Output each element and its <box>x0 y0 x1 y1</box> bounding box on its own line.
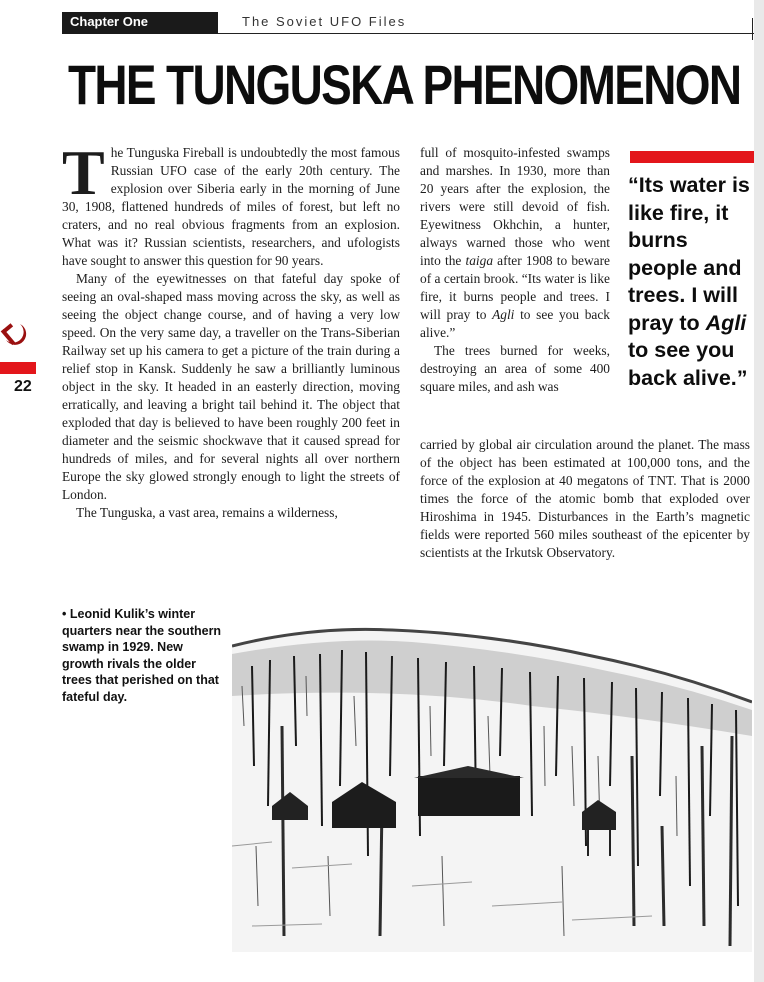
series-title: The Soviet UFO Files <box>242 14 407 29</box>
taiga-term: taiga <box>465 253 494 268</box>
pull-quote-text-a: “Its water is like fire, it burns people and trees. I will pray to <box>628 173 750 335</box>
photo-caption <box>62 606 222 705</box>
page-edge <box>754 0 764 982</box>
header-tick <box>752 18 753 40</box>
body-column-2-bottom <box>420 436 750 562</box>
body-column-2-top <box>420 144 610 396</box>
paragraph-1 <box>62 137 400 270</box>
pull-quote <box>628 172 756 392</box>
paragraph-4-text-b: after 1908 to beware of a certain brook. “Its water is like fire, it burns people and trees. I will pray to <box>420 253 610 322</box>
page-marker-bar <box>0 362 36 374</box>
caption-bullet: • <box>62 607 67 621</box>
paragraph-2: Many of the eyewitnesses on that fateful day spoke of seeing an oval-shaped mass moving across the sky, as well as seeing the object change course, and of having a very low speed. On the very same day, a traveller on the Trans-Siberian Railway set up his camera to get a picture of the train during a relief stop in Kansk. Suddenly he saw a brilliantly luminous object in the sky. It headed in an easterly direction, moving erratically, and leaving a bright tail behind it. The object that exploded that day is believed to have been roughly 200 feet in diameter and the seismic shockwave that it caused spread for hundreds of miles, and for several nights all over northern Europe the sky glowed strongly enough to light the streets of London. <box>62 271 400 502</box>
paragraph-4-text-c: to see you back alive.” <box>420 307 610 340</box>
paragraph-4-text-a: full of mosquito-infested swamps and marshes. In 1930, more than 20 years after the explosion, the rivers were still devoid of fish. Eyewitness Okhchin, a hunter, always warned those who went into the <box>420 145 610 268</box>
page-title: THE TUNGUSKA PHENOMENON <box>68 53 741 116</box>
kulik-camp-photo <box>232 606 752 952</box>
paragraph-4 <box>420 144 610 342</box>
paragraph-1-text: he Tunguska Fireball is undoubtedly the most famous Russian UFO case of the early 20th century. The explosion over Siberia early in the morning of June 30, 1908, flattened hundreds of miles of forest, but left no craters, and no real obvious fragments from an explosion. What was it? Russian scientists, researchers, and ufologists have sought to answer this question for 90 years. <box>62 145 400 268</box>
header-rule <box>218 33 754 34</box>
hammer-sickle-icon <box>0 318 30 352</box>
drop-cap: T <box>62 137 105 208</box>
paragraph-5-continued: carried by global air circulation around the planet. The mass of the object has been estimated at 100,000 tons, and the force of the explosion at 40 megatons of TNT. That is 2000 times the force of the atomic bomb that exploded over Hiroshima in 1945. Disturbances in the Earth’s magnetic fields were reported 560 miles southeast of the epicenter by scientists at the Irkutsk Observatory. <box>420 437 750 560</box>
pull-quote-text-b: to see you back alive.” <box>628 338 748 390</box>
body-column-1 <box>62 137 400 522</box>
caption-text: Leonid Kulik’s winter quarters near the southern swamp in 1929. New growth rivals the older trees that perished on that fateful day. <box>62 607 222 704</box>
page-number: 22 <box>14 378 32 395</box>
pull-quote-agli: Agli <box>705 310 747 335</box>
chapter-label: Chapter One <box>70 14 149 29</box>
pull-quote-bar <box>630 151 754 163</box>
paragraph-3: The Tunguska, a vast area, remains a wilderness, <box>76 505 338 520</box>
agli-term: Agli <box>492 307 515 322</box>
paragraph-5-start: The trees burned for weeks, destroying an area of some 400 square miles, and ash was <box>420 343 610 394</box>
